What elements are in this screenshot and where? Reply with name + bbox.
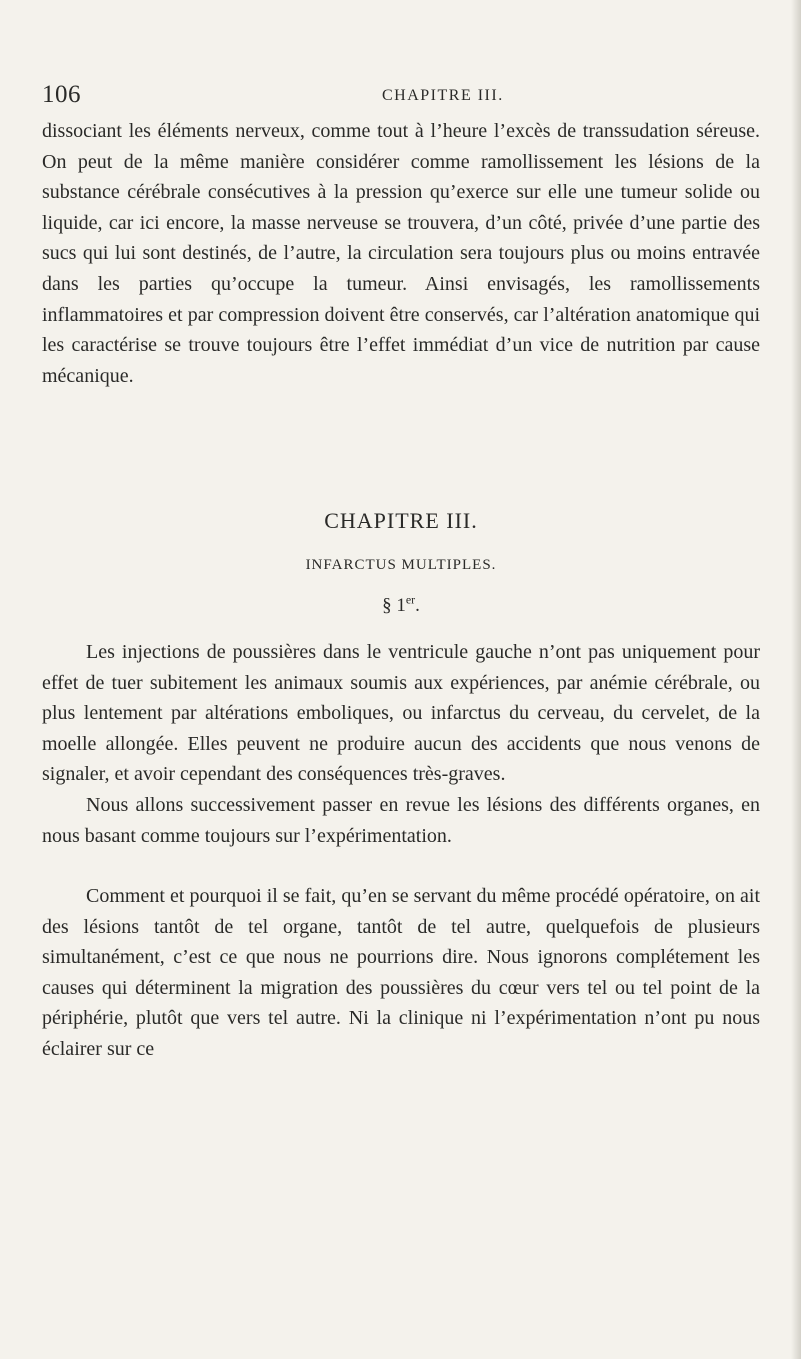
chapter-subtitle: INFARCTUS MULTIPLES. xyxy=(305,557,497,573)
page-number: 106 xyxy=(42,81,81,108)
paragraph-injections: Les injections de poussières dans le ventricule gauche n’ont pas uniquement pour effet de tuer subitement les animaux soumis aux expériences, par anémie cérébrale, ou plus lentement par altérations emboliques, ou infarctus du cerveau, du cervelet, de la moelle allongée. Elles peuvent ne produire aucun des accidents que nous venons de signaler, et avoir cependant des conséquences très-graves. xyxy=(42,641,760,786)
chapter-title: CHAPITRE III. xyxy=(324,508,478,533)
paragraph-revue: Nous allons successivement passer en revue les lésions des différents organes, en nous basant comme toujours sur l’expérimentation. xyxy=(42,794,760,847)
paragraph-continuation: dissociant les éléments nerveux, comme tout à l’heure l’excès de transsudation séreuse. On peut de la même manière considérer comme ramollissement les lésions de la substance cérébrale consécutives à la pression qu’exerce sur elle une tumeur solide ou liquide, car ici encore, la masse nerveuse se trouvera, d’un côté, privée d’une partie des sucs qui lui sont destinés, de l’autre, la circulation sera toujours plus ou moins entravée dans les parties qu’occupe la tumeur. Ainsi envisagés, les ramollissements inflammatoires et par compression doivent être conservés, car l’altération anatomique qui les caractérise se trouve toujours être l’effet immédiat d’un vice de nutrition par cause mécanique. xyxy=(42,120,760,387)
page-edge-shadow xyxy=(791,0,801,1359)
running-head: CHAPITRE III. xyxy=(382,87,504,104)
paragraph-comment: Comment et pourquoi il se fait, qu’en se servant du même procédé opératoire, on ait des lésions tantôt de tel organe, tantôt de tel autre, quelquefois de plusieurs simultanément, c’est ce que nous ne pourrions dire. Nous ignorons complétement les causes qui déterminent la migration des poussières du cœur vers tel ou tel point de la périphérie, plutôt que vers tel autre. Ni la clinique ni l’expérimentation n’ont pu nous éclairer sur ce xyxy=(42,885,760,1060)
page-header xyxy=(42,80,760,114)
section-mark-text: § 1 xyxy=(382,595,406,616)
section-mark-superscript: er xyxy=(405,592,416,607)
section-heading xyxy=(42,593,760,619)
section-mark-period: . xyxy=(415,595,420,616)
